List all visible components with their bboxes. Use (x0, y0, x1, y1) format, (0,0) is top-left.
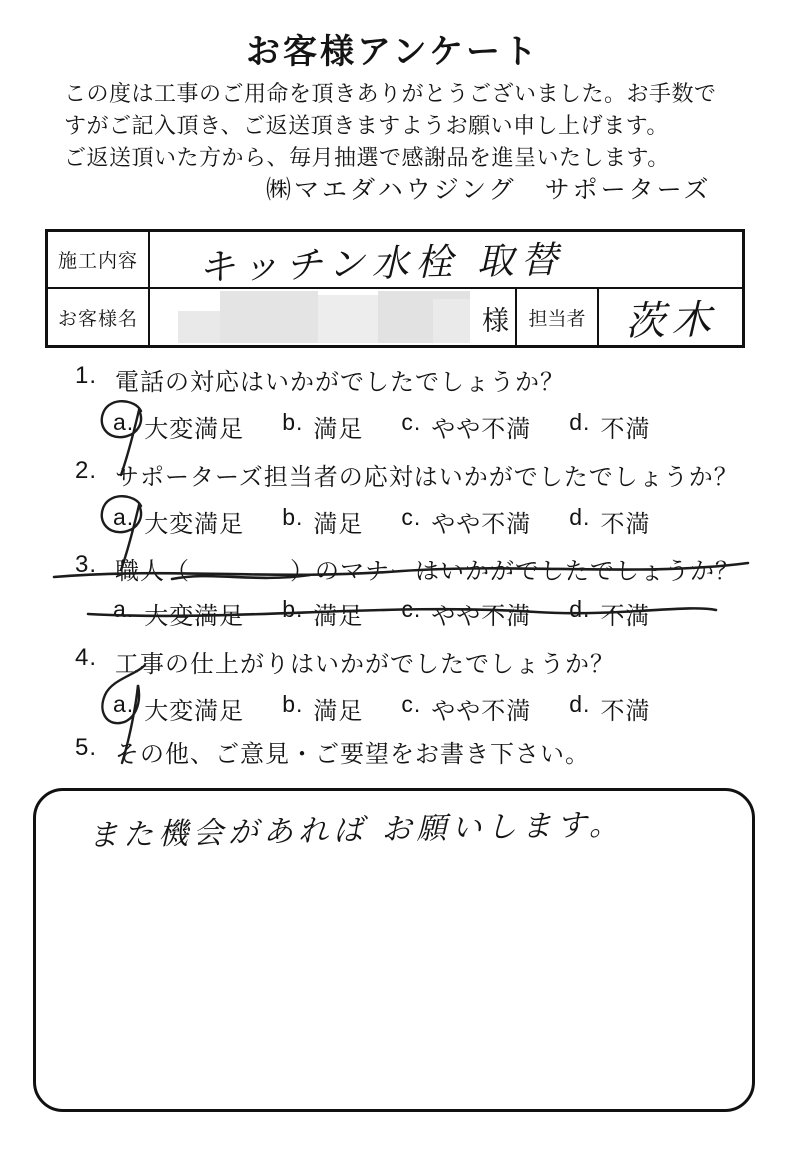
staff-name-cell (599, 289, 742, 345)
work-content-label: 施工内容 (48, 232, 150, 287)
intro-line-3: ご返送頂いた方から、毎月抽選で感謝品を進呈いたします。 (64, 145, 670, 170)
question-1-option-c: c. やや不満 (401, 409, 532, 443)
question-4-text: 工事の仕上がりはいかがでしたでしょうか？ (115, 651, 615, 678)
question-1-text: 電話の対応はいかがでしたでしょうか？ (115, 369, 565, 396)
work-content-cell (150, 232, 742, 287)
question-3-options (113, 596, 650, 631)
customer-row (48, 289, 742, 345)
question-3-number: 3. (75, 551, 98, 578)
question-2-option-c: c. やや不満 (401, 504, 532, 538)
redacted-customer-name (178, 291, 470, 343)
intro-text (64, 78, 754, 174)
page-title: お客様アンケート (246, 33, 540, 71)
question-2-option-a: a. 大変満足 (113, 504, 244, 539)
question-1-option-b: b. 満足 (282, 409, 364, 443)
comment-handwritten-text: また機会があれば お願いします。 (87, 808, 625, 853)
question-1-number: 1. (75, 362, 98, 389)
staff-label: 担当者 (517, 289, 599, 345)
question-4 (75, 644, 615, 679)
question-3-option-c: c. やや不満 (401, 596, 532, 630)
question-2-text: サポーターズ担当者の応対はいかがでしたでしょうか？ (115, 464, 739, 491)
comment-box (33, 788, 755, 1112)
company-name: ㈱マエダハウジング サポーターズ (266, 176, 712, 204)
question-2 (75, 457, 739, 492)
question-2-option-b: b. 満足 (282, 504, 364, 538)
question-5-number: 5. (75, 734, 98, 761)
info-table (45, 229, 745, 348)
question-4-option-c: c. やや不満 (401, 691, 532, 725)
question-2-number: 2. (75, 457, 98, 484)
question-3-option-d: d. 不満 (569, 596, 651, 630)
question-1-options (113, 409, 650, 444)
question-3-option-b: b. 満足 (282, 596, 364, 630)
customer-name-cell (150, 289, 517, 345)
question-1-option-a: a. 大変満足 (113, 409, 244, 444)
question-4-option-a: a. 大変満足 (113, 691, 244, 726)
customer-name-label: お客様名 (48, 289, 150, 345)
work-content-row (48, 232, 742, 289)
question-4-option-b: b. 満足 (282, 691, 364, 725)
intro-line-2: すがご記入頂き、ご返送頂きますようお願い申し上げます。 (64, 113, 669, 138)
question-1-option-d: d. 不満 (569, 409, 651, 443)
question-3-text: 職人（ ）のマナーはいかがでしたでしょうか？ (115, 558, 740, 585)
intro-line-1: この度は工事のご用命を頂きありがとうございました。お手数で (64, 81, 717, 106)
question-4-number: 4. (75, 644, 98, 671)
question-5-text: その他、ご意見・ご要望をお書き下さい。 (115, 741, 590, 768)
honorific-sama: 様 (482, 306, 509, 336)
question-5 (75, 734, 590, 769)
question-4-option-d: d. 不満 (569, 691, 651, 725)
work-content-handwritten: キッチン水栓 取替 (197, 238, 566, 288)
question-3-option-a: a. 大変満足 (113, 596, 245, 630)
question-4-options (113, 691, 650, 726)
staff-name-handwritten: 茨木 (624, 297, 718, 344)
question-3 (75, 551, 740, 586)
question-2-option-d: d. 不満 (569, 504, 651, 538)
question-1 (75, 362, 565, 397)
question-2-options (113, 504, 650, 539)
